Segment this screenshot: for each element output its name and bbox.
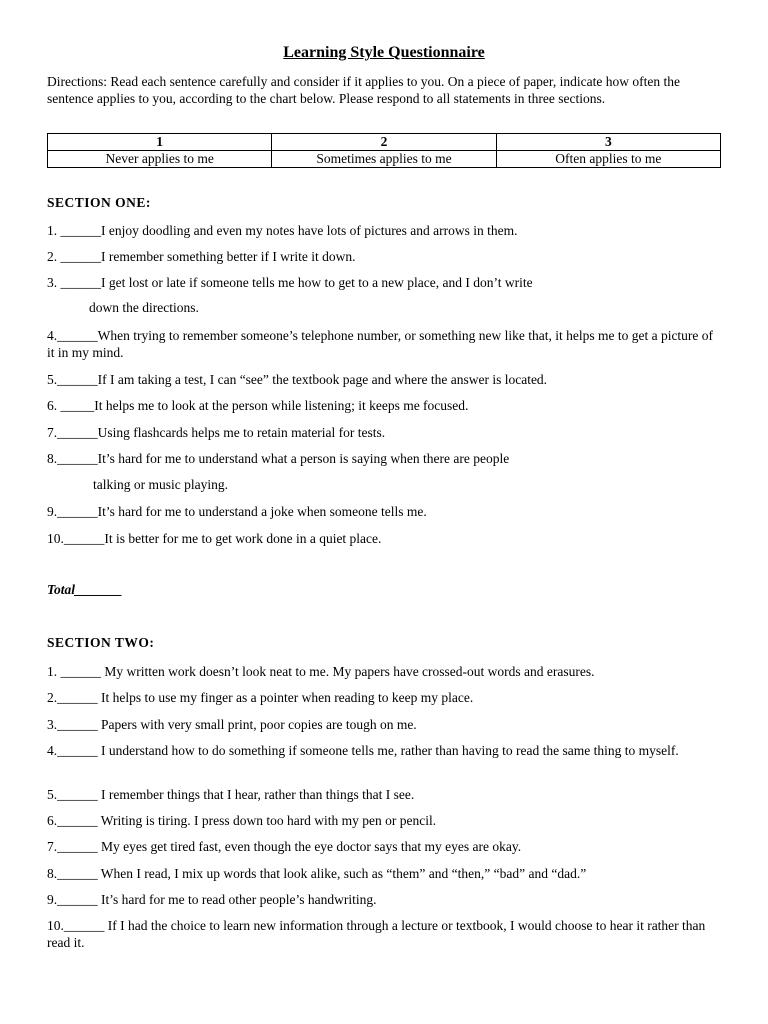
section-one-item-8-continuation: talking or music playing. [93,477,228,492]
section-one-item-3: 3. ______I get lost or late if someone tells me how to get to a new place, and I don’t write [47,275,533,290]
section-one-total: Total_______ [47,582,123,597]
section-two-item-4: 4.______ I understand how to do something if someone tells me, rather than having to read the same thing to myself. [47,743,679,758]
scale-number: 3 [496,134,720,151]
section-two-item-6: 6.______ Writing is tiring. I press down too hard with my pen or pencil. [47,813,437,828]
section-one-heading: SECTION ONE: [47,195,151,210]
section-two-item-7: 7.______ My eyes get tired fast, even though the eye doctor says that my eyes are okay. [47,839,522,854]
section-two-item-9: 9.______ It’s hard for me to read other people’s handwriting. [47,892,377,907]
section-two-heading: SECTION TWO: [47,635,155,650]
section-one-item-4: 4.______When trying to remember someone’s telephone number, or something new like that, it helps me to get a picture of it in my mind. [47,328,714,360]
section-one-item-8: 8.______It’s hard for me to understand what a person is saying when there are people [47,451,510,466]
scale-label: Sometimes applies to me [272,151,496,168]
section-one-item-10: 10.______It is better for me to get work done in a quiet place. [47,531,382,546]
scale-number: 2 [272,134,496,151]
section-two-item-2: 2.______ It helps to use my finger as a pointer when reading to keep my place. [47,690,474,705]
section-one-item-6: 6. _____It helps me to look at the person while listening; it keeps me focused. [47,398,469,413]
scale-label: Never applies to me [48,151,272,168]
section-one-item-9: 9.______It’s hard for me to understand a joke when someone tells me. [47,504,427,519]
section-one-item-3-continuation: down the directions. [89,300,199,315]
section-one-item-1: 1. ______I enjoy doodling and even my notes have lots of pictures and arrows in them. [47,223,518,238]
scale-number-row [48,134,721,151]
section-one-item-7: 7.______Using flashcards helps me to retain material for tests. [47,425,386,440]
scale-number: 1 [48,134,272,151]
section-two-item-3: 3.______ Papers with very small print, poor copies are tough on me. [47,717,417,732]
section-two-item-10: 10.______ If I had the choice to learn new information through a lecture or textbook, I would choose to hear it rather than read it. [47,918,706,950]
section-two-item-8: 8.______ When I read, I mix up words that look alike, such as “them” and “then,” “bad” and “dad.” [47,866,587,881]
section-one-item-5: 5.______If I am taking a test, I can “see” the textbook page and where the answer is located. [47,372,548,387]
rating-scale-table [47,133,721,168]
section-one-item-2: 2. ______I remember something better if I write it down. [47,249,356,264]
directions-text: Directions: Read each sentence carefully and consider if it applies to you. On a piece of paper, indicate how often the sentence applies to you, according to the chart below. Please respond to all statements in three sections. [47,74,680,106]
page-title: Learning Style Questionnaire [283,44,485,61]
section-two-item-5: 5.______ I remember things that I hear, rather than things that I see. [47,787,415,802]
section-two-item-1: 1. ______ My written work doesn’t look neat to me. My papers have crossed-out words and erasures. [47,664,595,679]
scale-label-row [48,151,721,168]
scale-label: Often applies to me [496,151,720,168]
